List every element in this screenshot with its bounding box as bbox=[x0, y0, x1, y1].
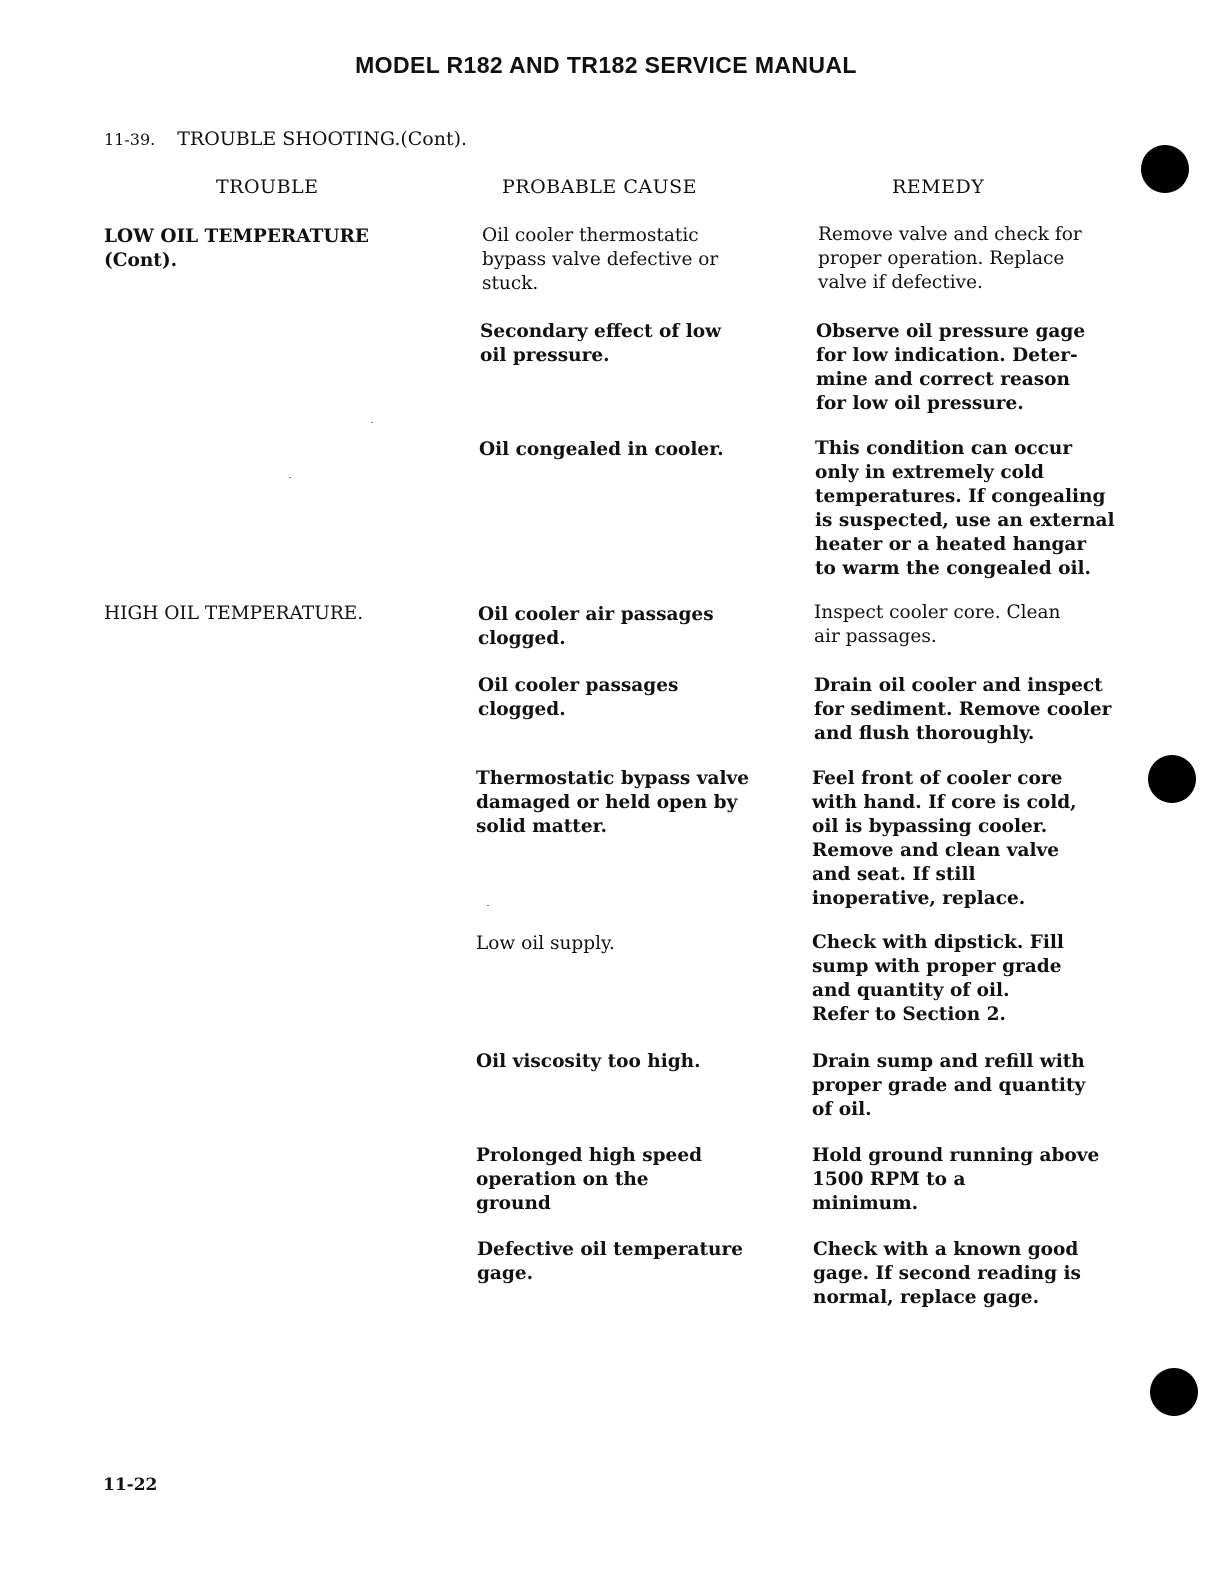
remedy-row-2: This condition can occur only in extremely cold temperatures. If congealing is suspected, use an external heater or a heated hangar to warm the congealed oil. bbox=[815, 438, 1115, 579]
trouble-high-oil-temperature: HIGH OIL TEMPERATURE. bbox=[104, 603, 364, 624]
remedy-row-0: Remove valve and check for proper operation. Replace valve if defective. bbox=[818, 224, 1082, 293]
remedy-row-9: Check with a known good gage. If second reading is normal, replace gage. bbox=[813, 1239, 1081, 1308]
cause-row-2: Oil congealed in cooler. bbox=[479, 439, 724, 460]
page-number: 11-22 bbox=[103, 1475, 158, 1495]
section-title: TROUBLE SHOOTING.(Cont). bbox=[177, 128, 468, 150]
remedy-row-6: Check with dipstick. Fill sump with proper grade and quantity of oil. Refer to Section 2. bbox=[812, 932, 1064, 1025]
scan-speck bbox=[289, 477, 291, 478]
remedy-row-4: Drain oil cooler and inspect for sediment. Remove cooler and flush thoroughly. bbox=[814, 675, 1112, 744]
column-header-remedy: REMEDY bbox=[892, 176, 985, 198]
cause-row-8: Prolonged high speed operation on the ground bbox=[476, 1145, 703, 1214]
remedy-row-8: Hold ground running above 1500 RPM to a minimum. bbox=[812, 1145, 1100, 1214]
section-heading bbox=[104, 128, 467, 150]
page-header: MODEL R182 AND TR182 SERVICE MANUAL bbox=[355, 52, 857, 78]
binder-hole-bottom bbox=[1150, 1368, 1198, 1416]
remedy-row-1: Observe oil pressure gage for low indication. Deter- mine and correct reason for low oil pressure. bbox=[816, 321, 1086, 414]
trouble-low-oil-temperature: LOW OIL TEMPERATURE (Cont). bbox=[104, 226, 370, 271]
cause-row-9: Defective oil temperature gage. bbox=[477, 1239, 744, 1284]
cause-row-5: Thermostatic bypass valve damaged or held open by solid matter. bbox=[476, 768, 750, 837]
cause-row-1: Secondary effect of low oil pressure. bbox=[480, 321, 722, 366]
cause-row-0: Oil cooler thermostatic bypass valve defective or stuck. bbox=[482, 225, 719, 294]
remedy-row-7: Drain sump and refill with proper grade and quantity of oil. bbox=[812, 1051, 1086, 1120]
column-header-probable-cause: PROBABLE CAUSE bbox=[502, 176, 697, 198]
column-header-trouble: TROUBLE bbox=[216, 176, 319, 198]
remedy-row-3: Inspect cooler core. Clean air passages. bbox=[814, 602, 1061, 647]
cause-row-4: Oil cooler passages clogged. bbox=[478, 675, 679, 720]
binder-hole-middle bbox=[1148, 755, 1196, 803]
binder-hole-top bbox=[1141, 145, 1189, 193]
section-number: 11-39. bbox=[104, 130, 156, 149]
cause-row-6: Low oil supply. bbox=[476, 933, 615, 954]
remedy-row-5: Feel front of cooler core with hand. If core is cold, oil is bypassing cooler. Remove and clean valve and seat. If still inoperative, replace. bbox=[812, 768, 1077, 909]
scan-speck bbox=[487, 905, 489, 906]
cause-row-3: Oil cooler air passages clogged. bbox=[478, 604, 714, 649]
scan-speck bbox=[371, 422, 373, 423]
cause-row-7: Oil viscosity too high. bbox=[476, 1051, 701, 1072]
